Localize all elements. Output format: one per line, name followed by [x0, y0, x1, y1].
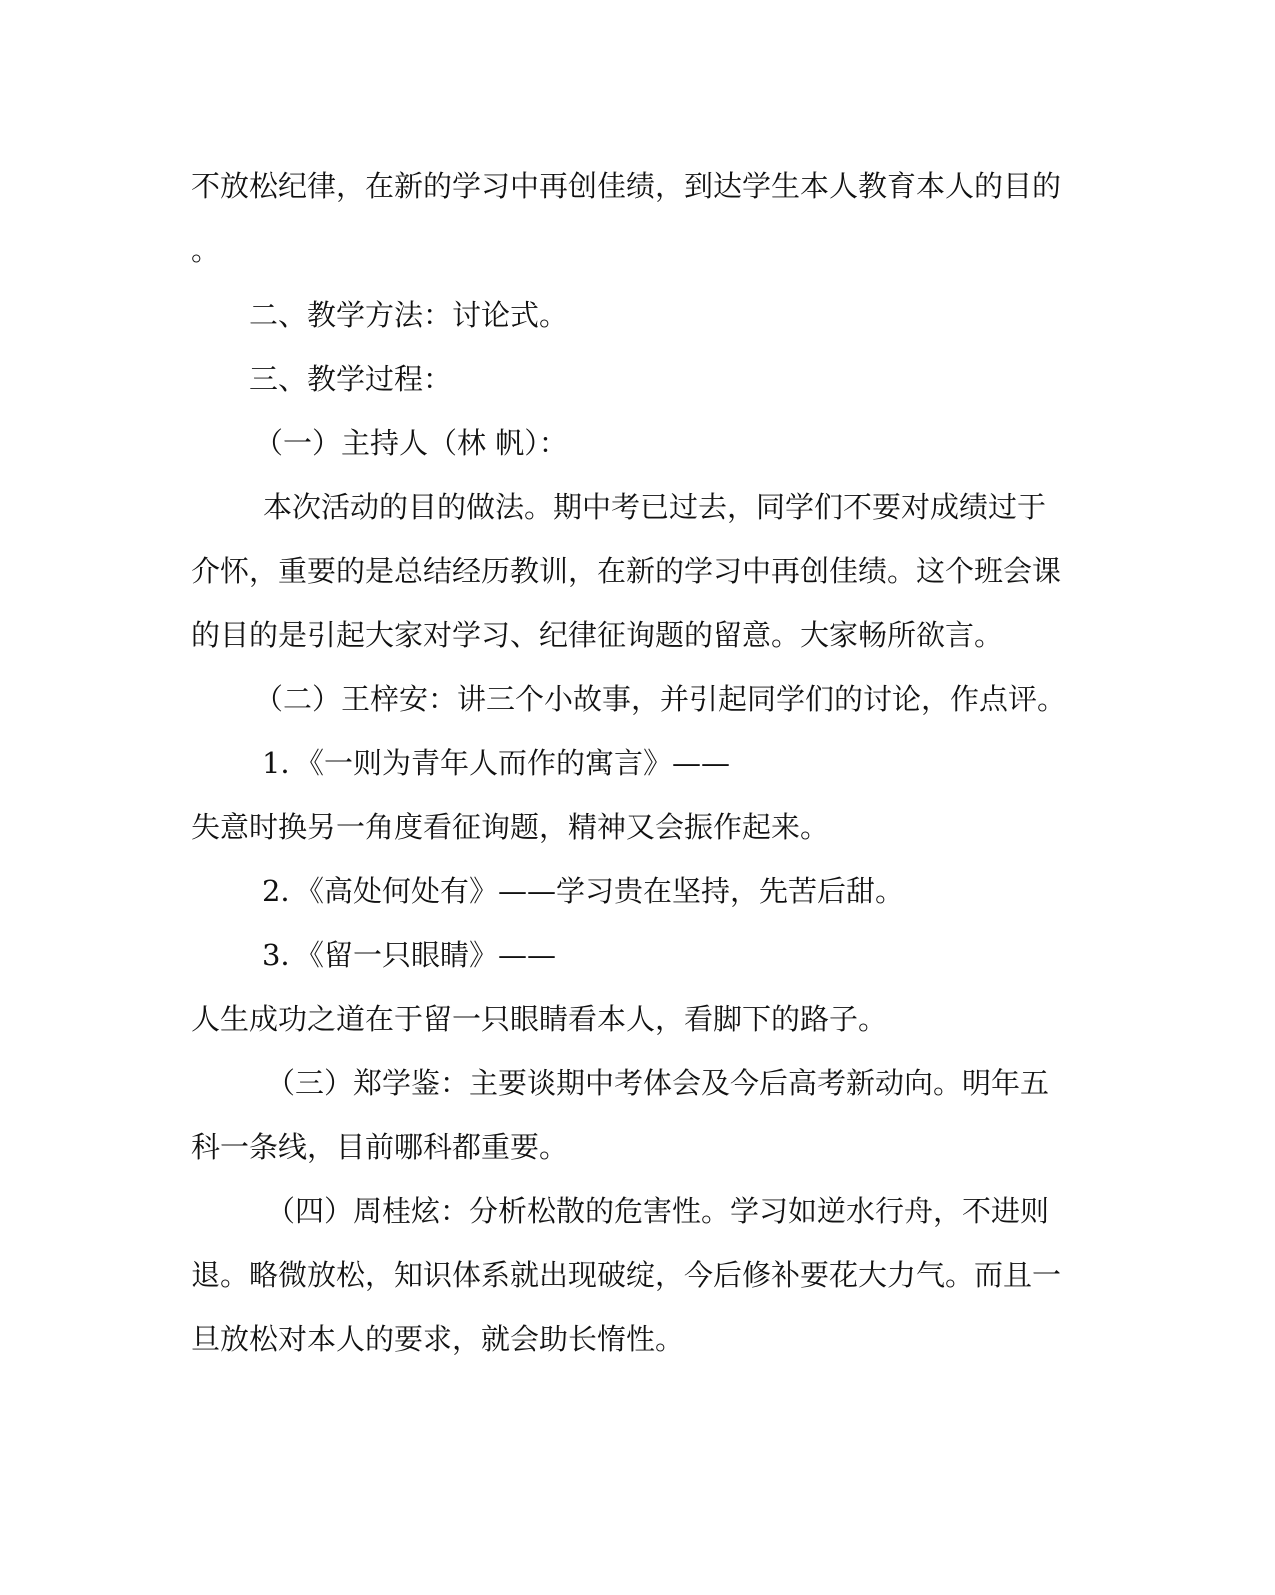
list-item-1: 1．《一则为青年人而作的寓言》——	[262, 746, 730, 780]
subsection-heading-2: （二）王梓安：讲三个小故事，并引起同学们的讨论，作点评。	[254, 682, 1067, 716]
subsection-heading-4: （四）周桂炫：分析松散的危害性。学习如逆水行舟，不进则	[266, 1194, 1050, 1228]
subsection-heading-1: （一）主持人（林 帆）：	[254, 426, 568, 460]
section-heading-method: 二、教学方法：讨论式。	[249, 298, 569, 332]
text-line-11: 失意时换另一角度看征询题，精神又会振作起来。	[191, 810, 830, 844]
text-line-18: 退。略微放松，知识体系就出现破绽，今后修补要花大力气。而且一	[191, 1258, 1062, 1292]
text-line-19: 旦放松对本人的要求，就会助长惰性。	[191, 1322, 685, 1356]
text-line-2: 。	[191, 233, 221, 267]
text-line-8: 的目的是引起大家对学习、纪律征询题的留意。大家畅所欲言。	[191, 618, 1004, 652]
list-item-3: 3．《留一只眼睛》——	[262, 938, 556, 972]
text-line-16: 科一条线，目前哪科都重要。	[191, 1130, 569, 1164]
subsection-heading-3: （三）郑学鉴：主要谈期中考体会及今后高考新动向。明年五	[266, 1066, 1050, 1100]
text-line-7: 介怀，重要的是总结经历教训，在新的学习中再创佳绩。这个班会课	[191, 554, 1062, 588]
section-heading-process: 三、教学过程：	[249, 362, 453, 396]
list-item-2: 2．《高处何处有》——学习贵在坚持，先苦后甜。	[262, 874, 904, 908]
text-line-14: 人生成功之道在于留一只眼睛看本人，看脚下的路子。	[191, 1002, 888, 1036]
text-line-1: 不放松纪律，在新的学习中再创佳绩，到达学生本人教育本人的目的	[191, 169, 1062, 203]
text-line-6: 本次活动的目的做法。期中考已过去，同学们不要对成绩过于	[263, 490, 1047, 524]
